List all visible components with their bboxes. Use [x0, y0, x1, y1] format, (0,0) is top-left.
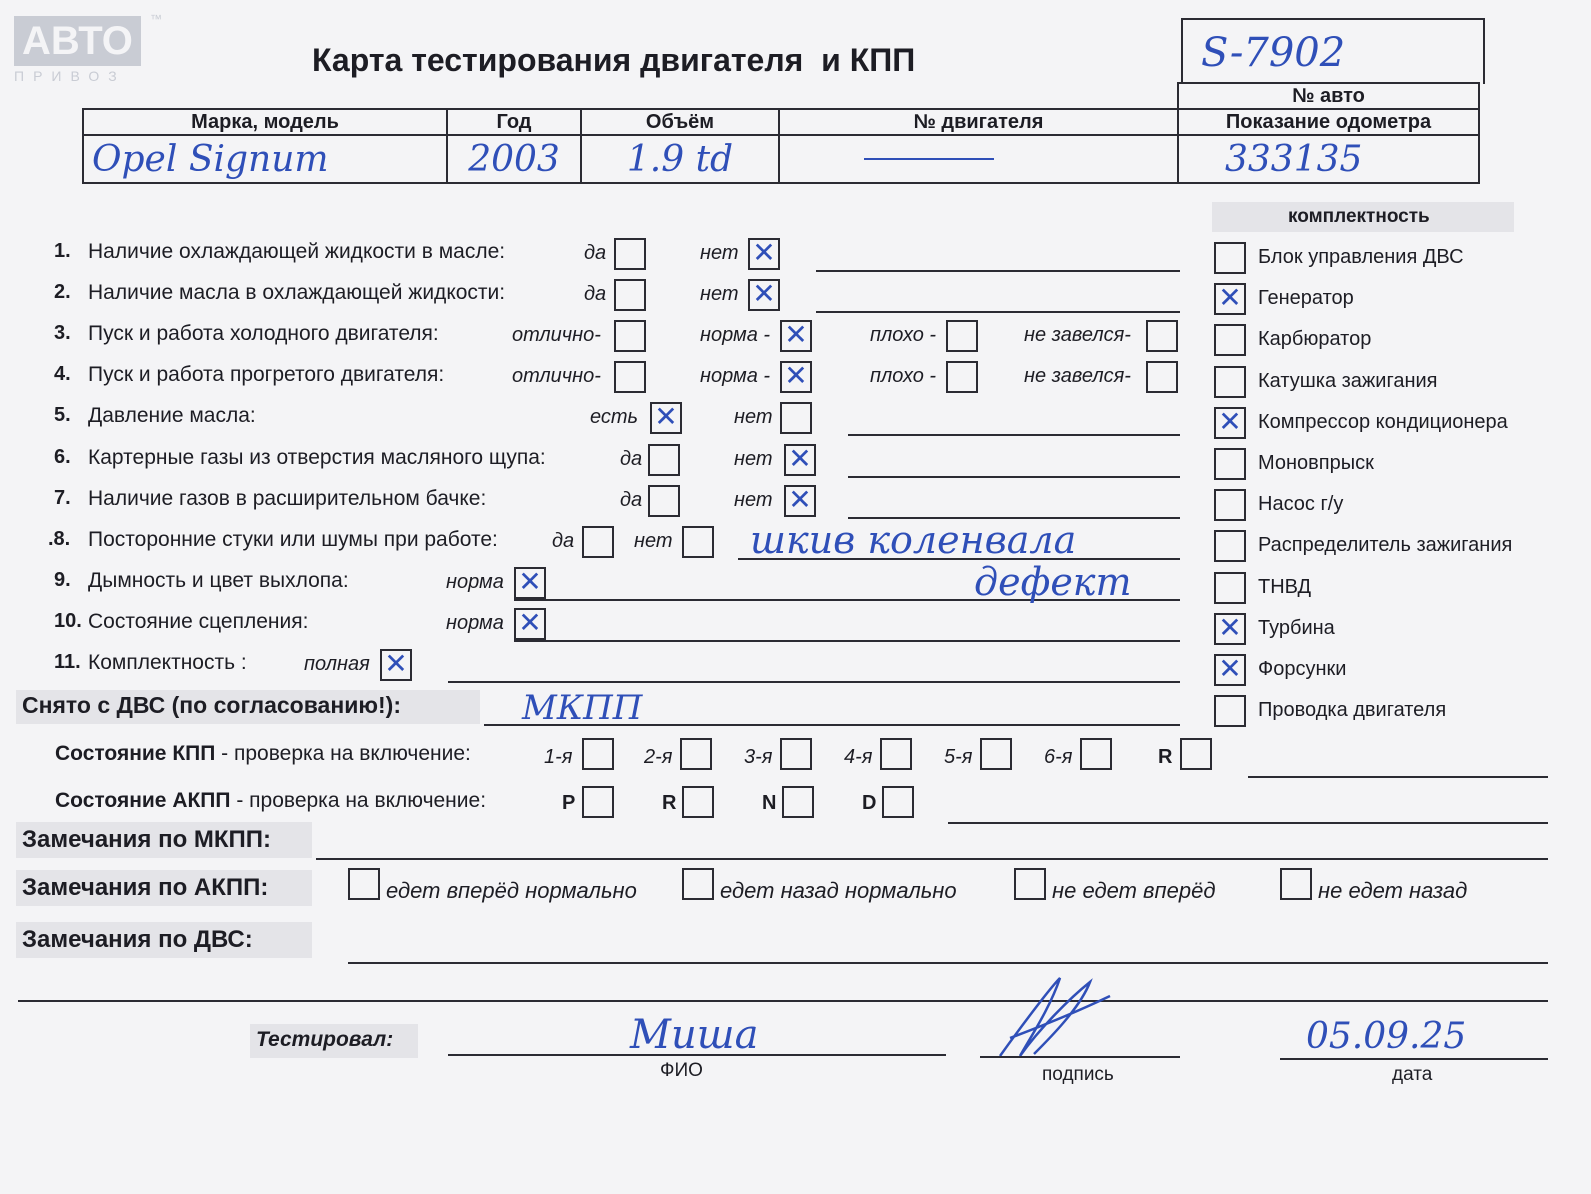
- completeness-item-label: Катушка зажигания: [1258, 369, 1438, 392]
- check-note-line: [816, 270, 1180, 272]
- akpp-option-checkbox[interactable]: [1280, 868, 1312, 900]
- check-option-label: отлично-: [512, 324, 601, 347]
- gear-checkbox[interactable]: [880, 738, 912, 770]
- check-label: Давление масла:: [88, 404, 256, 428]
- gear-label: R: [1158, 746, 1173, 768]
- gear-checkbox[interactable]: [680, 738, 712, 770]
- completeness-item-label: Карбюратор: [1258, 328, 1372, 351]
- removed-value: МКПП: [522, 688, 643, 728]
- check-label: Состояние сцепления:: [88, 609, 309, 633]
- auto-mode-label: D: [862, 792, 877, 814]
- check-option-label: норма: [446, 611, 504, 634]
- check-option-label: нет: [734, 406, 773, 429]
- gear-label: 5-я: [944, 746, 973, 768]
- completeness-checkbox[interactable]: [1214, 448, 1246, 480]
- col-odometer: Показание одометра: [1178, 109, 1479, 135]
- gear-checkbox[interactable]: [1080, 738, 1112, 770]
- gear-checkbox[interactable]: [980, 738, 1012, 770]
- auto-number-label: № авто: [1178, 83, 1479, 109]
- completeness-item-label: ТНВД: [1258, 575, 1312, 598]
- check-option-label: да: [584, 242, 607, 264]
- check-option-label: норма -: [700, 365, 771, 388]
- model-value: Opel Signum: [83, 135, 447, 183]
- gear-checkbox[interactable]: [582, 738, 614, 770]
- check-mark-icon: ✕: [1218, 404, 1242, 438]
- watermark-logo: [14, 12, 162, 84]
- akpp-option-label: едет назад нормально: [720, 878, 957, 903]
- date-value: 05.09.25: [1306, 1016, 1467, 1057]
- check-mark-icon: ✕: [518, 564, 542, 598]
- date-line: [1280, 1058, 1548, 1060]
- completeness-item-label: Блок управления ДВС: [1258, 246, 1464, 268]
- gear-checkbox[interactable]: [1180, 738, 1212, 770]
- check-mark-icon: ✕: [752, 277, 776, 311]
- tested-by-label: Тестировал:: [256, 1028, 394, 1051]
- date-caption: дата: [1392, 1064, 1433, 1085]
- check-option-label: не завелся-: [1024, 365, 1131, 388]
- check-option-checkbox[interactable]: [748, 238, 780, 270]
- akpp-option-checkbox[interactable]: [1014, 868, 1046, 900]
- watermark-tm: ™: [150, 12, 162, 26]
- check-number: 10.: [54, 609, 82, 632]
- check-mark-icon: ✕: [788, 441, 812, 475]
- check-number: 6.: [54, 445, 71, 468]
- check-option-checkbox[interactable]: [1146, 320, 1178, 352]
- check-label: Наличие охлаждающей жидкости в масле:: [88, 240, 506, 263]
- gear-checkbox[interactable]: [780, 738, 812, 770]
- check-mark-icon: ✕: [752, 236, 776, 269]
- check-option-label: норма: [446, 570, 504, 593]
- check-number: 4.: [54, 363, 71, 386]
- check-option-label: да: [620, 488, 643, 511]
- check-label: Пуск и работа прогретого двигателя:: [88, 363, 445, 387]
- tester-name: Миша: [630, 1012, 759, 1058]
- check-label: Картерные газы из отверстия масляного щупа:: [88, 445, 546, 469]
- remark-mkpp-label: Замечания по МКПП:: [22, 826, 272, 853]
- auto-mode-checkbox[interactable]: [882, 786, 914, 818]
- check-option-checkbox[interactable]: [514, 605, 546, 640]
- gear-label: 2-я: [644, 746, 673, 768]
- check-option-checkbox[interactable]: [946, 320, 978, 352]
- remark-dvs-label: Замечания по ДВС:: [22, 926, 253, 953]
- check-mark-icon: ✕: [788, 482, 812, 516]
- completeness-checkbox[interactable]: [1214, 283, 1246, 315]
- check-label: Наличие газов в расширительном бачке:: [88, 486, 487, 510]
- check-option-checkbox[interactable]: [748, 279, 780, 311]
- check-option-label: плохо -: [870, 365, 937, 388]
- check-label: Комплектность :: [88, 651, 247, 674]
- completeness-checkbox[interactable]: [1214, 530, 1246, 562]
- check-option-checkbox[interactable]: [784, 441, 816, 476]
- check-number: 11.: [54, 651, 81, 673]
- completeness-item-label: Турбина: [1258, 616, 1335, 639]
- check-note-value: дефект: [974, 560, 1132, 604]
- check-option-checkbox[interactable]: [614, 320, 646, 352]
- check-option-label: нет: [734, 488, 773, 511]
- check-option-checkbox[interactable]: [648, 485, 680, 517]
- check-option-checkbox[interactable]: [514, 564, 546, 599]
- check-mark-icon: ✕: [1218, 652, 1242, 685]
- check-note-line: [448, 681, 1180, 683]
- check-option-label: нет: [634, 529, 673, 552]
- volume-value: 1.9 td: [581, 135, 779, 183]
- check-option-label: есть: [590, 406, 639, 429]
- check-option-checkbox[interactable]: [946, 361, 978, 393]
- check-mark-icon: ✕: [384, 647, 408, 680]
- completeness-checkbox[interactable]: [1214, 404, 1246, 439]
- remark-dvs-line-2: [18, 1000, 1548, 1002]
- completeness-title: комплектность: [1288, 206, 1430, 227]
- akpp-option-checkbox[interactable]: [682, 868, 714, 900]
- odometer-value: 333135: [1178, 135, 1479, 183]
- check-option-label: не завелся-: [1024, 324, 1131, 347]
- akpp-option-label: не едет назад: [1318, 878, 1468, 903]
- auto-gearbox-label-bold: Состояние АКПП: [55, 789, 231, 812]
- completeness-item-label: Форсунки: [1258, 658, 1347, 680]
- check-option-checkbox[interactable]: [614, 238, 646, 270]
- signature-line: [980, 1056, 1180, 1058]
- check-option-label: отлично-: [512, 365, 601, 388]
- auto-mode-checkbox[interactable]: [782, 786, 814, 818]
- watermark-sub: ПРИВОЗ: [14, 68, 126, 84]
- check-option-checkbox[interactable]: [780, 361, 812, 393]
- check-mark-icon: ✕: [1218, 610, 1242, 644]
- signature-caption: подпись: [1042, 1064, 1114, 1085]
- signature-image: [990, 968, 1140, 1064]
- check-note-line: [816, 311, 1180, 313]
- auto-mode-checkbox[interactable]: [582, 786, 614, 818]
- manual-gearbox-label-bold: Состояние КПП: [55, 742, 216, 765]
- check-label: Посторонние стуки или шумы при работе:: [88, 527, 498, 551]
- check-option-checkbox[interactable]: [682, 526, 714, 558]
- completeness-checkbox[interactable]: [1214, 324, 1246, 356]
- check-option-label: нет: [700, 242, 739, 264]
- check-number: 5.: [54, 404, 71, 427]
- completeness-item-label: Генератор: [1258, 287, 1354, 310]
- gear-label: 4-я: [844, 746, 873, 768]
- col-year: Год: [447, 109, 581, 135]
- check-option-checkbox[interactable]: [1146, 361, 1178, 393]
- check-note-line: [514, 640, 1180, 642]
- completeness-checkbox[interactable]: [1214, 489, 1246, 521]
- check-mark-icon: ✕: [518, 605, 542, 639]
- completeness-checkbox[interactable]: [1214, 610, 1246, 645]
- auto-mode-label: R: [662, 792, 677, 814]
- manual-gearbox-label: [55, 742, 471, 766]
- check-option-checkbox[interactable]: [614, 361, 646, 393]
- auto-mode-label: N: [762, 792, 777, 814]
- auto-gearbox-label-rest: - проверка на включение:: [230, 789, 487, 812]
- check-mark-icon: ✕: [784, 318, 808, 352]
- gear-label: 1-я: [544, 746, 573, 768]
- gear-label: 3-я: [744, 746, 773, 768]
- check-number: 7.: [54, 486, 71, 509]
- check-note-line: [848, 434, 1180, 436]
- auto-mode-label: P: [562, 792, 576, 814]
- check-option-checkbox[interactable]: [780, 320, 812, 352]
- check-option-checkbox[interactable]: [648, 444, 680, 476]
- akpp-option-label: не едет вперёд: [1052, 878, 1216, 903]
- check-option-label: да: [620, 447, 643, 470]
- name-caption: ФИО: [660, 1060, 703, 1081]
- check-option-label: плохо -: [870, 324, 937, 347]
- check-option-checkbox[interactable]: [582, 526, 614, 558]
- engine-no-cell: [779, 135, 1178, 183]
- completeness-item-label: Моновпрыск: [1258, 452, 1374, 474]
- auto-gearbox-line: [948, 822, 1548, 824]
- remark-mkpp-line: [316, 858, 1548, 860]
- check-number: 3.: [54, 322, 71, 345]
- completeness-checkbox[interactable]: [1214, 654, 1246, 686]
- check-mark-icon: ✕: [784, 359, 808, 393]
- check-label: Дымность и цвет выхлопа:: [88, 568, 349, 592]
- check-label: Наличие масла в охлаждающей жидкости:: [88, 281, 506, 305]
- completeness-item-label: Насос г/у: [1258, 493, 1344, 516]
- check-option-checkbox[interactable]: [614, 279, 646, 311]
- manual-gearbox-line: [1248, 776, 1548, 778]
- check-number: 9.: [54, 568, 71, 591]
- completeness-item-label: Компрессор кондиционера: [1258, 410, 1508, 433]
- check-label: Пуск и работа холодного двигателя:: [88, 322, 439, 346]
- header-table: [82, 82, 1480, 184]
- check-number: 2.: [54, 281, 71, 304]
- akpp-option-label: едет вперёд нормально: [386, 878, 637, 903]
- check-option-checkbox[interactable]: [380, 649, 412, 681]
- check-option-label: да: [552, 529, 575, 552]
- removed-line: [484, 724, 1180, 726]
- check-option-label: полная: [304, 653, 370, 675]
- check-mark-icon: ✕: [1218, 281, 1242, 315]
- check-option-label: норма -: [700, 324, 771, 347]
- remark-dvs-line-1: [348, 962, 1548, 964]
- completeness-checkbox[interactable]: [1214, 366, 1246, 398]
- auto-mode-checkbox[interactable]: [682, 786, 714, 818]
- auto-gearbox-label: [55, 789, 486, 813]
- year-value: 2003: [447, 135, 581, 183]
- akpp-option-checkbox[interactable]: [348, 868, 380, 900]
- watermark-brand: АВТО: [22, 19, 133, 63]
- completeness-item-label: Проводка двигателя: [1258, 699, 1447, 722]
- check-option-checkbox[interactable]: [650, 402, 682, 434]
- check-option-checkbox[interactable]: [784, 482, 816, 517]
- remark-akpp-label: Замечания по АКПП:: [22, 874, 269, 901]
- col-volume: Объём: [581, 109, 779, 135]
- check-mark-icon: ✕: [654, 400, 678, 434]
- check-number: .8.: [48, 527, 71, 550]
- check-note-value: шкив коленвала: [750, 518, 1077, 562]
- col-model: Марка, модель: [83, 109, 447, 135]
- completeness-checkbox[interactable]: [1214, 572, 1246, 604]
- check-number: 1.: [54, 240, 71, 262]
- page-title: Карта тестирования двигателя и КПП: [312, 42, 916, 78]
- check-option-label: да: [584, 283, 607, 306]
- auto-number-value: S-7902: [1201, 30, 1346, 76]
- check-option-checkbox[interactable]: [780, 402, 812, 434]
- completeness-checkbox[interactable]: [1214, 242, 1246, 274]
- name-line: [448, 1054, 946, 1056]
- check-option-label: нет: [734, 447, 773, 470]
- completeness-item-label: Распределитель зажигания: [1258, 534, 1513, 557]
- auto-number-box: [1181, 18, 1485, 84]
- manual-gearbox-label-rest: - проверка на включение:: [215, 742, 471, 765]
- col-engine-no: № двигателя: [779, 109, 1178, 135]
- check-note-line: [848, 476, 1180, 478]
- check-option-label: нет: [700, 283, 739, 306]
- gear-label: 6-я: [1044, 746, 1073, 768]
- completeness-checkbox[interactable]: [1214, 695, 1246, 727]
- engine-no-dash: [864, 158, 994, 160]
- removed-label: Снято с ДВС (по согласованию!):: [22, 692, 401, 718]
